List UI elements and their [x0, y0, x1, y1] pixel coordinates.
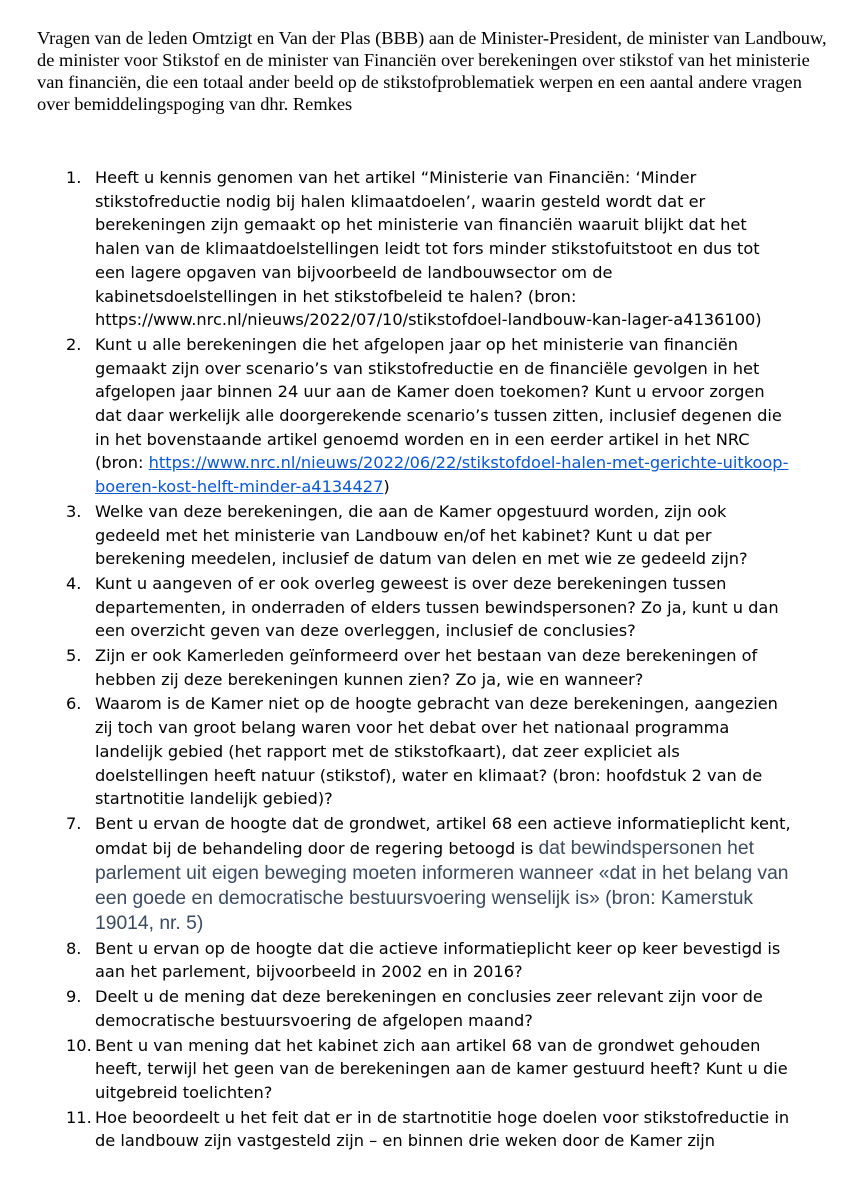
quoted-passage: dat bewindspersonen het parlement uit eigen beweging moeten informeren wanneer «dat in het belang van een goede en democratische bestuursvoering wenselijk is» (bron: Kamerstuk 19014, nr. 5) — [95, 837, 789, 934]
question-text: Welke van deze berekeningen, die aan de Kamer opgestuurd worden, zijn ook gedeeld met het ministerie van Landbouw en/of het kabinet? Kunt u dat per berekening meedelen, inclusief de datum van delen en met wie ze gedeeld zijn? — [95, 501, 748, 569]
question-text: Heeft u kennis genomen van het artikel “Ministerie van Financiën: ‘Minder stikstofreductie nodig bij halen klimaatdoelen’, waarin gesteld wordt dat er berekeningen zijn gemaakt op het ministerie van financiën waaruit blijkt dat het halen van de klimaatdoelstellingen leidt tot fors minder stikstofuitstoot en dus tot een lagere opgaven van bijvoorbeeld de landbouwsector om de kabinetsdoelstellingen in het stikstofbeleid te halen? (bron: https://www.nrc.nl/nieuws/2022/07/10/stikstofdoel-landbouw-kan-lager-a4136100) — [95, 168, 762, 330]
question-number: 5. — [66, 646, 82, 666]
question-item-9 — [0, 985, 861, 1032]
question-text: Bent u ervan op de hoogte dat die actieve informatieplicht keer op keer bevestigd is aan het parlement, bijvoorbeeld in 2002 en in 2016? — [95, 938, 781, 982]
question-text: Bent u van mening dat het kabinet zich aan artikel 68 van de grondwet gehouden heeft, terwijl het geen van de berekeningen aan de kamer gestuurd heeft? Kunt u die uitgebreid toelichten? — [95, 1035, 788, 1102]
question-number: 6. — [66, 694, 82, 714]
question-number: 7. — [66, 813, 82, 833]
question-list — [0, 166, 861, 1154]
question-number: 9. — [66, 987, 82, 1007]
question-item-8 — [0, 937, 861, 984]
question-text-before: Bent u ervan de hoogte dat de grondwet, artikel 68 een actieve informatieplicht kent, omdat bij de behandeling door de regering betoogd is — [95, 813, 791, 858]
question-number: 2. — [66, 334, 82, 354]
question-number: 3. — [66, 501, 82, 521]
question-item-11 — [0, 1106, 861, 1153]
question-number: 10. — [66, 1035, 92, 1055]
question-item-1 — [0, 166, 861, 332]
question-text-after: ) — [383, 477, 390, 497]
source-link[interactable]: https://www.nrc.nl/nieuws/2022/06/22/stikstofdoel-halen-met-gerichte-uitkoop-boeren-kost-helft-minder-a4134427 — [95, 453, 789, 497]
question-item-5 — [0, 644, 861, 691]
document-title: Vragen van de leden Omtzigt en Van der Plas (BBB) aan de Minister-President, de minister van Landbouw, de minister voor Stikstof en de minister van Financiën over berekeningen over stikstof van het ministerie van financiën, die een totaal ander beeld op de stikstofproblematiek werpen en een aantal andere vragen over bemiddelingspoging van dhr. Remkes — [37, 28, 827, 114]
question-text: Waarom is de Kamer niet op de hoogte gebracht van deze berekeningen, aangezien zij toch van groot belang waren voor het debat over het nationaal programma landelijk gebied (het rapport met de stikstofkaart), dat zeer expliciet als doelstellingen heeft natuur (stikstof), water en klimaat? (bron: hoofdstuk 2 van de startnotitie landelijk gebied)? — [95, 694, 778, 809]
question-item-10 — [0, 1034, 861, 1105]
question-item-3 — [0, 500, 861, 571]
question-number: 8. — [66, 938, 82, 958]
question-item-4 — [0, 572, 861, 643]
question-number: 11. — [66, 1107, 92, 1127]
question-number: 1. — [66, 168, 82, 187]
question-item-7 — [0, 812, 861, 936]
question-text — [95, 333, 791, 499]
question-text — [95, 812, 791, 936]
question-text: Zijn er ook Kamerleden geïnformeerd over het bestaan van deze berekeningen of hebben zij deze berekeningen kunnen zien? Zo ja, wie en wanneer? — [95, 646, 758, 689]
question-item-2 — [0, 333, 861, 499]
question-text-before: Kunt u alle berekeningen die het afgelopen jaar op het ministerie van financiën gemaakt zijn over scenario’s van stikstofreductie en de financiële gevolgen in het afgelopen jaar binnen 24 uur aan de Kamer doen toekomen? Kunt u ervoor zorgen dat daar werkelijk alle doorgerekende scenario’s tussen zitten, inclusief degenen die in het bovenstaande artikel genoemd worden en in een eerder artikel in het NRC (bron: — [95, 334, 782, 473]
question-item-6 — [0, 692, 861, 811]
question-text: Deelt u de mening dat deze berekeningen en conclusies zeer relevant zijn voor de democratische bestuursvoering de afgelopen maand? — [95, 987, 763, 1030]
question-text: Kunt u aangeven of er ook overleg geweest is over deze berekeningen tussen departementen, in onderraden of elders tussen bewindspersonen? Zo ja, kunt u dan een overzicht geven van deze overleggen, inclusief de conclusies? — [95, 573, 779, 641]
question-text: Hoe beoordeelt u het feit dat er in de startnotitie hoge doelen voor stikstofreductie in de landbouw zijn vastgesteld zijn – en binnen drie weken door de Kamer zijn — [95, 1107, 790, 1151]
question-number: 4. — [66, 573, 82, 593]
